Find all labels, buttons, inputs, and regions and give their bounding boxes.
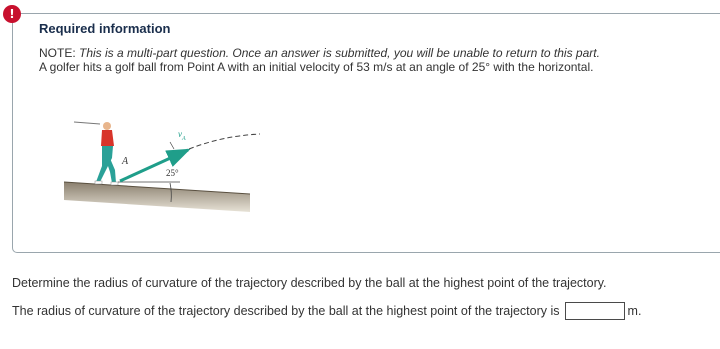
golfer-figure — [62, 112, 267, 216]
velocity-subscript: A — [182, 136, 186, 142]
ground-slope — [64, 182, 250, 212]
angle-label: 25° — [166, 168, 179, 178]
trajectory-path — [189, 134, 260, 149]
answer-prefix: The radius of curvature of the trajectory described by the ball at the highest point of the trajectory is — [12, 304, 560, 318]
note-warning: This is a multi-part question. Once an answer is submitted, you will be unable to return to this part. — [79, 46, 600, 60]
radius-answer-input[interactable] — [565, 302, 625, 320]
alert-symbol: ! — [9, 7, 15, 21]
velocity-label: v — [178, 129, 182, 139]
note-line — [39, 46, 711, 60]
point-a-label: A — [122, 156, 129, 167]
answer-row — [12, 302, 641, 320]
unit-label: m. — [627, 304, 642, 318]
question-prompt: Determine the radius of curvature of the trajectory described by the ball at the highest point of the trajectory. — [12, 276, 607, 290]
alert-icon — [3, 5, 21, 23]
golfer-icon — [74, 122, 118, 185]
required-info-heading: Required information — [39, 21, 171, 36]
problem-statement: A golfer hits a golf ball from Point A with an initial velocity of 53 m/s at an angle of 25° with the horizontal. — [39, 60, 594, 74]
note-prefix: NOTE: — [39, 46, 80, 60]
problem-note — [39, 46, 711, 74]
svg-text:vA — [178, 129, 186, 142]
